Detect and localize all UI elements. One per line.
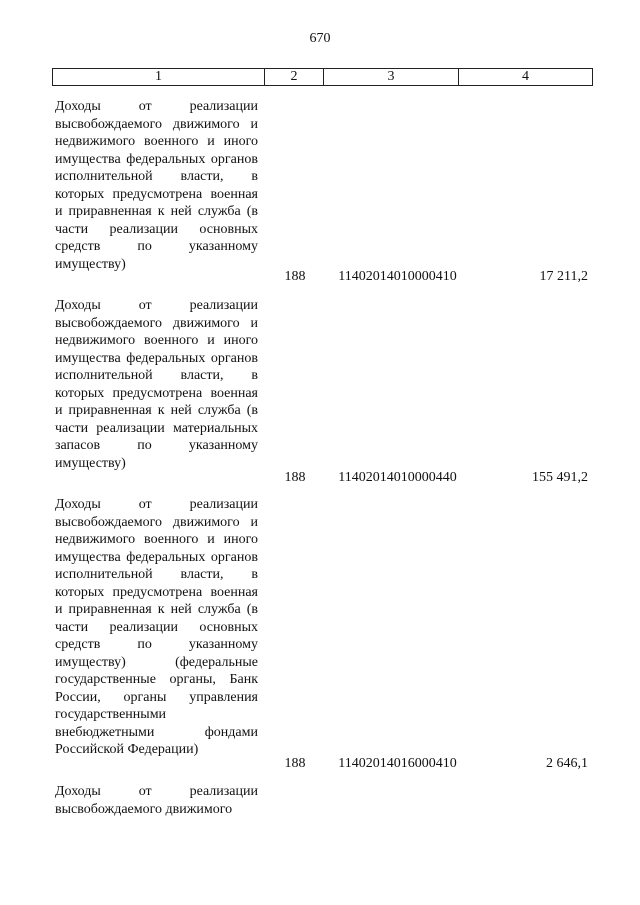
header-col-3: 3 (324, 69, 459, 85)
row-description: Доходы от реализации высвобождаемого движимого (55, 784, 258, 817)
table-header (52, 68, 593, 86)
header-col-1: 1 (53, 69, 265, 85)
row-description: Доходы от реализации высвобождаемого движимого и недвижимого военного и иного имущества федеральных органов исполнительной власти, в которых предусмотрена военная и приравненная к ней служба (в части реализации основных средств по указанному имуществу) (55, 99, 258, 272)
row-description: Доходы от реализации высвобождаемого движимого и недвижимого военного и иного имущества федеральных органов исполнительной власти, в которых предусмотрена военная и приравненная к ней служба (в части реализации материальных запасов по указанному имуществу) (55, 298, 258, 471)
row-kbk: 11402014010000440 (338, 470, 457, 485)
row-amount: 17 211,2 (539, 269, 588, 284)
page-number: 670 (309, 31, 331, 46)
header-col-2: 2 (265, 69, 324, 85)
row-code: 188 (284, 269, 306, 284)
row-code: 188 (284, 756, 306, 771)
row-code: 188 (284, 470, 306, 485)
row-amount: 155 491,2 (532, 470, 588, 485)
row-amount: 2 646,1 (546, 756, 588, 771)
header-col-4: 4 (522, 69, 529, 84)
row-kbk: 11402014010000410 (338, 269, 457, 284)
row-description: Доходы от реализации высвобождаемого движимого и недвижимого военного и иного имущества федеральных органов исполнительной власти, в которых предусмотрена военная и приравненная к ней служба (в части реализации основных средств по указанному имуществу) (федеральные государственные органы, Банк России, органы управления государственными внебюджетными фондами Российской Федерации) (55, 497, 258, 757)
row-kbk: 11402014016000410 (338, 756, 457, 771)
